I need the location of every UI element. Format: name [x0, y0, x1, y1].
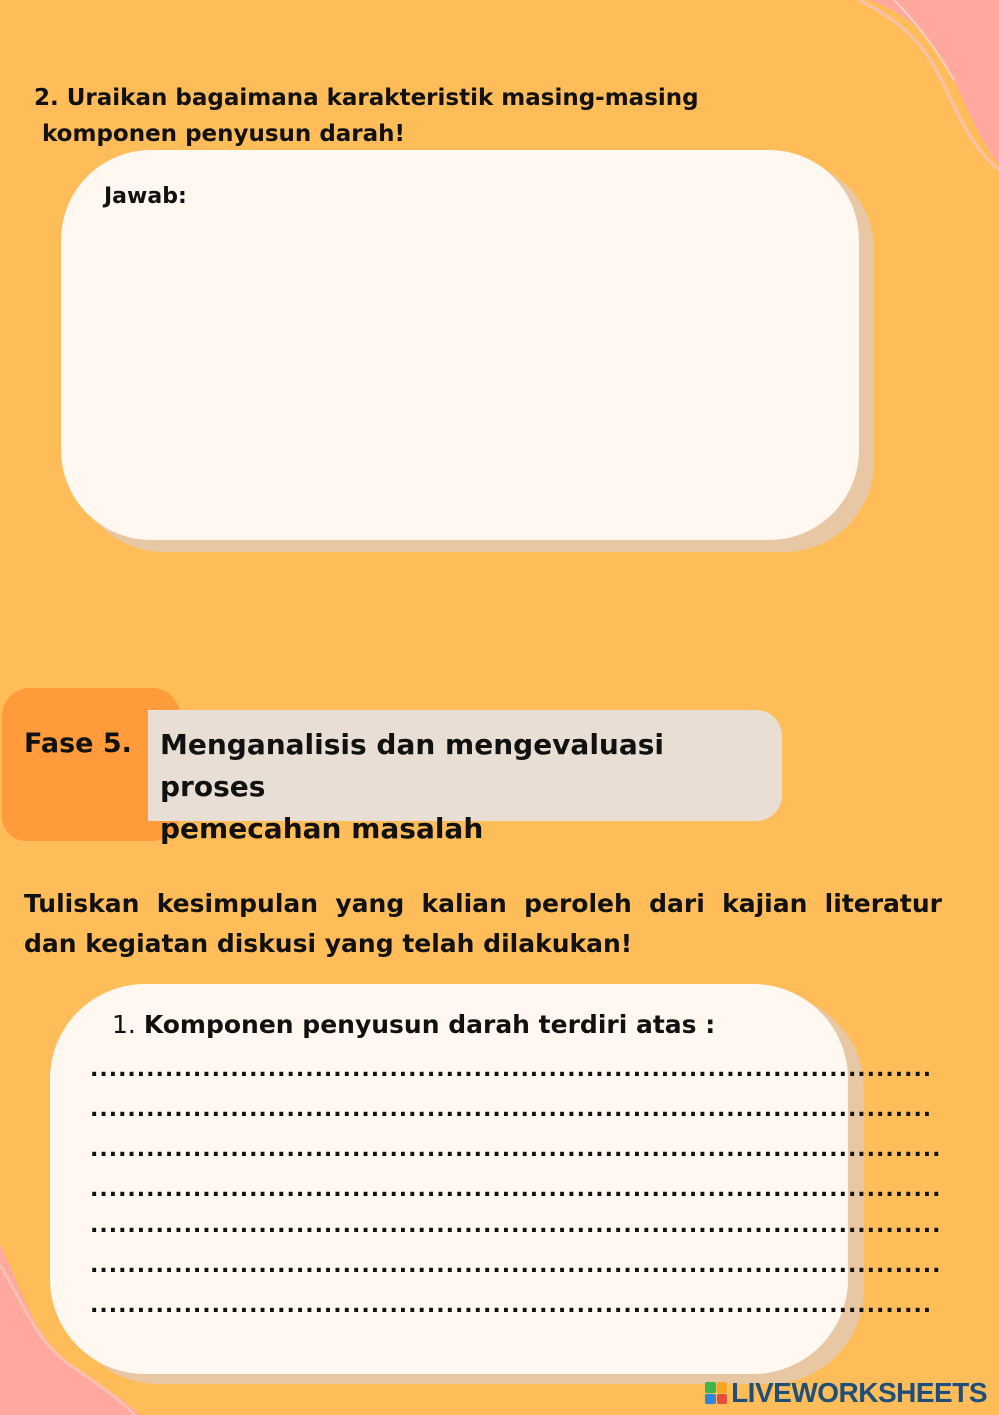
brand-name: LIVEWORKSHEETS [731, 1377, 987, 1408]
dotted-answer-line-6[interactable]: ........................................................................................... [90, 1253, 942, 1278]
answer-label: Jawab: [104, 184, 187, 209]
list-heading [112, 1010, 715, 1039]
dotted-answer-line-7[interactable]: .......................................................................................... [90, 1293, 933, 1318]
question-line-2: komponen penyusun darah! [42, 121, 406, 147]
liveworksheets-logo-icon [705, 1382, 727, 1404]
phase-title [160, 724, 770, 850]
list-number: 1. [112, 1010, 136, 1039]
liveworksheets-brand[interactable] [705, 1377, 987, 1409]
dotted-answer-line-2[interactable]: .......................................................................................... [90, 1097, 933, 1122]
phase-label: Fase 5. [24, 728, 132, 759]
phase-title-line-2: pemecahan masalah [160, 812, 484, 845]
instruction-text: Tuliskan kesimpulan yang kalian peroleh dari kajian literatur dan kegiatan diskusi yang telah dilakukan! [24, 889, 942, 958]
question-line-1: 2. Uraikan bagaimana karakteristik masing-masing [34, 85, 699, 111]
dotted-answer-line-4[interactable]: ........................................................................................... [90, 1177, 942, 1202]
question-text [34, 80, 794, 152]
dotted-answer-line-5[interactable]: ........................................................................................... [90, 1213, 942, 1238]
dotted-answer-line-3[interactable]: ........................................................................................... [90, 1137, 942, 1162]
dotted-answer-line-1[interactable]: .......................................................................................... [90, 1057, 933, 1082]
list-heading-text: Komponen penyusun darah terdiri atas : [143, 1010, 716, 1039]
phase-title-line-1: Menganalisis dan mengevaluasi proses [160, 728, 665, 803]
corner-decoration-top-right [839, 0, 999, 170]
